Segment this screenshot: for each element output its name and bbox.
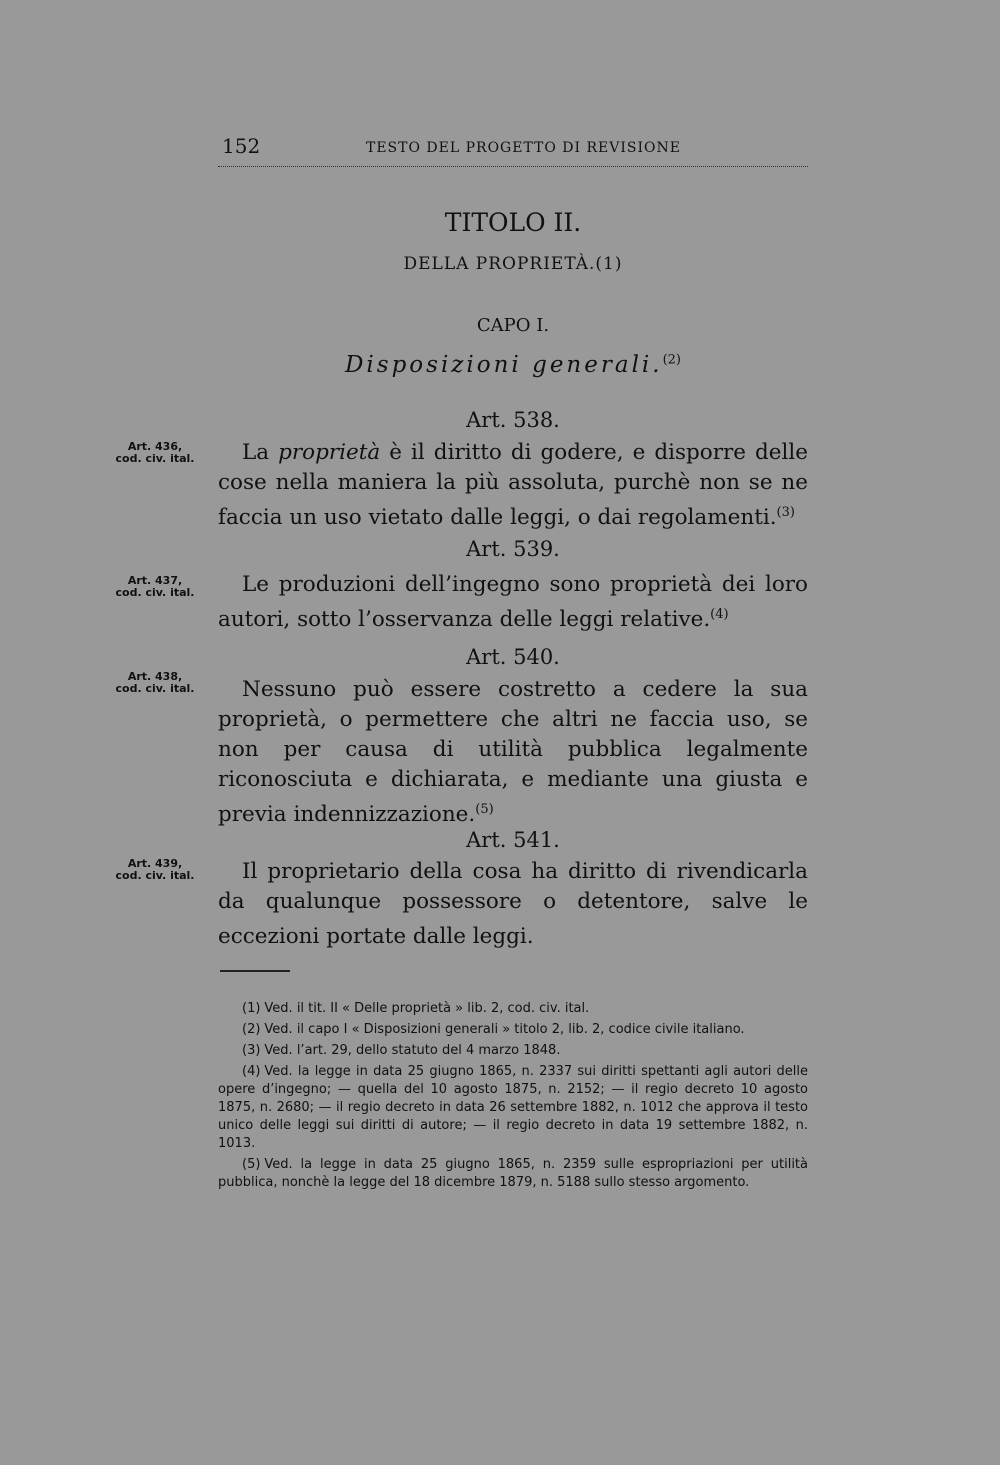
article-heading: Art. 540. [466, 645, 560, 669]
margin-note [100, 575, 210, 599]
page-number: 152 [222, 134, 261, 158]
footnote-text: Ved. il tit. II « Delle proprietà » lib. 2, cod. civ. ital. [264, 1001, 590, 1016]
footnote [218, 1021, 808, 1039]
margin-note-line: Art. 439, [127, 857, 183, 870]
margin-note [100, 671, 210, 695]
margin-note [100, 858, 210, 882]
footnote-rule [220, 970, 290, 972]
running-title: TESTO DEL PROGETTO DI REVISIONE [366, 140, 681, 156]
capo-heading: CAPO I. [476, 315, 550, 336]
della-proprieta-text: DELLA PROPRIETÀ. [403, 254, 596, 274]
article-ref: (3) [776, 505, 795, 520]
footnote-number: (4) [242, 1064, 261, 1079]
footnote [218, 1156, 808, 1192]
footnotes [218, 1000, 808, 1195]
margin-note-line: cod. civ. ital. [115, 586, 195, 599]
article-text-before: La [242, 440, 279, 465]
article-text-body: Nessuno può essere costretto a cedere la sua proprietà, o permettere che altri ne faccia uso, se non per causa di utilità pubblica legalmente riconosciuta e dichiarata, e mediante una giusta e previa indennizzazione. [218, 677, 808, 828]
disposizioni-heading [218, 352, 808, 378]
footnote-number: (3) [242, 1043, 261, 1058]
disposizioni-ref: (2) [662, 352, 682, 368]
titolo-heading: TITOLO II. [444, 208, 582, 237]
article-text [218, 675, 808, 830]
margin-note-line: cod. civ. ital. [115, 869, 195, 882]
della-proprieta-heading [218, 254, 808, 274]
article-ref: (5) [475, 802, 494, 817]
article-heading: Art. 538. [466, 408, 560, 432]
margin-note-line: Art. 436, [127, 440, 183, 453]
article-text [218, 438, 808, 533]
article-heading: Art. 541. [466, 828, 560, 852]
footnote-text: Ved. la legge in data 25 giugno 1865, n. 2337 sui diritti spettanti agli autori delle opere d’ingegno; — quella del 10 agosto 1875, n. 2152; — il regio decreto 10 agosto 1875, n. 2680; — il regio decreto in data 26 settembre 1882, n. 1012 che approva il testo unico delle leggi sui diritti di autore; — il regio decreto in data 19 settembre 1882, n. 1013. [218, 1064, 808, 1151]
footnote-text: Ved. la legge in data 25 giugno 1865, n. 2359 sulle espropriazioni per utilità pubblica, nonchè la legge del 18 dicembre 1879, n. 5188 sullo stesso argomento. [218, 1157, 808, 1190]
margin-note [100, 441, 210, 465]
footnote [218, 1063, 808, 1153]
footnote [218, 1000, 808, 1018]
footnote-text: Ved. il capo I « Disposizioni generali » titolo 2, lib. 2, codice civile italiano. [264, 1022, 745, 1037]
footnote-number: (1) [242, 1001, 261, 1016]
margin-note-line: Art. 438, [127, 670, 183, 683]
article-text-body: Il proprietario della cosa ha diritto di rivendicarla da qualunque possessore o detentore, salve le eccezioni portate dalle leggi. [218, 859, 808, 950]
margin-note-line: Art. 437, [127, 574, 183, 587]
footnote-number: (5) [242, 1157, 261, 1172]
article-text [218, 570, 808, 635]
running-header [218, 132, 808, 167]
article-ref: (4) [710, 607, 729, 622]
disposizioni-text: Disposizioni generali. [344, 352, 663, 378]
della-proprieta-ref: (1) [595, 254, 623, 274]
footnote-text: Ved. l’art. 29, dello statuto del 4 marzo 1848. [264, 1043, 561, 1058]
article-text-after: è il diritto di godere, e disporre delle cose nella maniera la più assoluta, purchè non se ne faccia un uso vietato dalle leggi, o dai regolamenti. [218, 440, 808, 531]
article-heading: Art. 539. [466, 537, 560, 561]
footnote [218, 1042, 808, 1060]
article-text-italic: proprietà [278, 440, 381, 465]
margin-note-line: cod. civ. ital. [115, 682, 195, 695]
article-text-body: Le produzioni dell’ingegno sono proprietà dei loro autori, sotto l’osservanza delle leggi relative. [218, 572, 808, 633]
article-text [218, 857, 808, 952]
margin-note-line: cod. civ. ital. [115, 452, 195, 465]
footnote-number: (2) [242, 1022, 261, 1037]
